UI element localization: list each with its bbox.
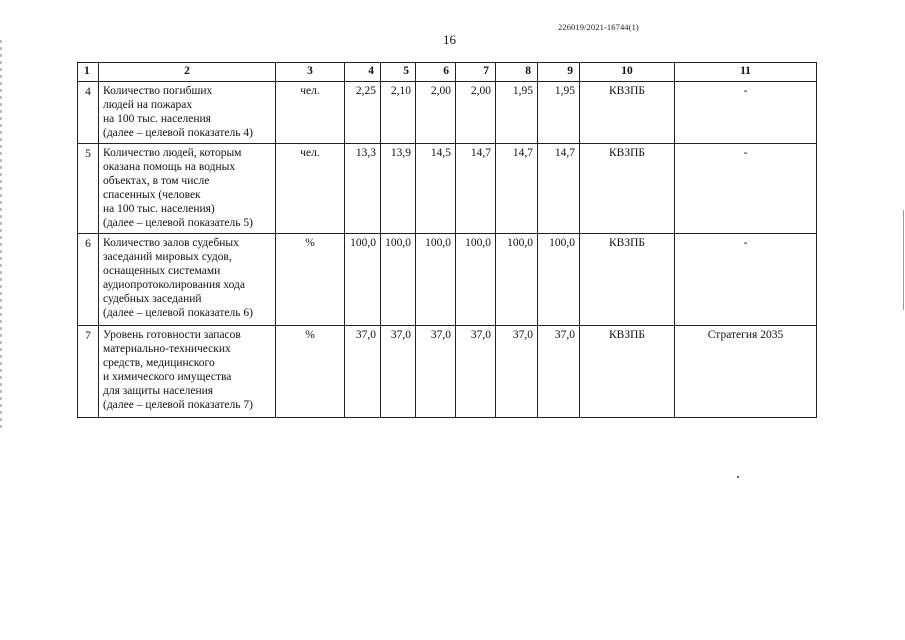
value-cell: 13,9 bbox=[381, 144, 416, 234]
row-number: 4 bbox=[78, 82, 99, 144]
document-cell: - bbox=[675, 234, 817, 326]
table-row bbox=[78, 326, 817, 418]
indicator-name-line: (далее – целевой показатель 5) bbox=[103, 217, 253, 229]
row-number: 7 bbox=[78, 326, 99, 418]
value-cell: 1,95 bbox=[496, 82, 538, 144]
value-cell: 100,0 bbox=[345, 234, 381, 326]
value-cell: 14,7 bbox=[496, 144, 538, 234]
indicator-name-line: заседаний мировых судов, bbox=[103, 251, 232, 263]
indicator-name-line: объектах, в том числе bbox=[103, 175, 210, 187]
column-header: 11 bbox=[675, 63, 817, 82]
indicator-name-line: Количество людей, которым bbox=[103, 147, 242, 159]
value-cell: 2,25 bbox=[345, 82, 381, 144]
column-header: 1 bbox=[78, 63, 99, 82]
indicator-name-line: (далее – целевой показатель 7) bbox=[103, 399, 253, 411]
table-row bbox=[78, 234, 817, 326]
value-cell: 2,00 bbox=[456, 82, 496, 144]
table-row bbox=[78, 144, 817, 234]
unit-cell: % bbox=[276, 326, 345, 418]
column-header: 8 bbox=[496, 63, 538, 82]
column-header: 10 bbox=[580, 63, 675, 82]
indicator-name-line: Уровень готовности запасов bbox=[103, 329, 241, 341]
indicator-name-line: средств, медицинского bbox=[103, 357, 215, 369]
executor-cell: КВЗПБ bbox=[580, 82, 675, 144]
document-cell: - bbox=[675, 144, 817, 234]
unit-cell: чел. bbox=[276, 82, 345, 144]
column-header: 9 bbox=[538, 63, 580, 82]
scan-left-edge bbox=[0, 40, 2, 430]
indicator-name-line: Количество погибших bbox=[103, 85, 213, 97]
unit-cell: чел. bbox=[276, 144, 345, 234]
executor-cell: КВЗПБ bbox=[580, 326, 675, 418]
value-cell: 14,7 bbox=[538, 144, 580, 234]
document-cell: Стратегия 2035 bbox=[675, 326, 817, 418]
value-cell: 13,3 bbox=[345, 144, 381, 234]
indicator-name bbox=[99, 234, 276, 326]
value-cell: 100,0 bbox=[538, 234, 580, 326]
value-cell: 1,95 bbox=[538, 82, 580, 144]
value-cell: 37,0 bbox=[456, 326, 496, 418]
indicator-name-line: на 100 тыс. населения) bbox=[103, 203, 215, 215]
column-header: 5 bbox=[381, 63, 416, 82]
indicators-table bbox=[77, 62, 817, 418]
indicator-name bbox=[99, 326, 276, 418]
row-number: 6 bbox=[78, 234, 99, 326]
indicator-name-line: людей на пожарах bbox=[103, 99, 193, 111]
value-cell: 100,0 bbox=[496, 234, 538, 326]
executor-cell: КВЗПБ bbox=[580, 144, 675, 234]
indicator-name-line: аудиопротоколирования хода bbox=[103, 279, 245, 291]
indicator-name bbox=[99, 144, 276, 234]
table-header-row bbox=[78, 63, 817, 82]
indicator-name-line: Количество залов судебных bbox=[103, 237, 239, 249]
value-cell: 100,0 bbox=[416, 234, 456, 326]
table-row bbox=[78, 82, 817, 144]
value-cell: 14,5 bbox=[416, 144, 456, 234]
indicator-name bbox=[99, 82, 276, 144]
indicator-name-line: спасенных (человек bbox=[103, 189, 201, 201]
value-cell: 37,0 bbox=[381, 326, 416, 418]
column-header: 4 bbox=[345, 63, 381, 82]
value-cell: 2,10 bbox=[381, 82, 416, 144]
value-cell: 100,0 bbox=[381, 234, 416, 326]
value-cell: 14,7 bbox=[456, 144, 496, 234]
column-header: 7 bbox=[456, 63, 496, 82]
value-cell: 2,00 bbox=[416, 82, 456, 144]
value-cell: 37,0 bbox=[345, 326, 381, 418]
row-number: 5 bbox=[78, 144, 99, 234]
indicator-name-line: и химического имущества bbox=[103, 371, 232, 383]
value-cell: 37,0 bbox=[538, 326, 580, 418]
value-cell: 37,0 bbox=[416, 326, 456, 418]
indicator-name-line: для защиты населения bbox=[103, 385, 214, 397]
indicator-name-line: материально-технических bbox=[103, 343, 231, 355]
unit-cell: % bbox=[276, 234, 345, 326]
scan-speck bbox=[737, 476, 739, 478]
page-number: 16 bbox=[443, 32, 456, 47]
column-header: 2 bbox=[99, 63, 276, 82]
document-id: 226019/2021-16744(1) bbox=[558, 22, 639, 32]
value-cell: 100,0 bbox=[456, 234, 496, 326]
indicator-name-line: оказана помощь на водных bbox=[103, 161, 236, 173]
value-cell: 37,0 bbox=[496, 326, 538, 418]
executor-cell: КВЗПБ bbox=[580, 234, 675, 326]
indicator-name-line: оснащенных системами bbox=[103, 265, 221, 277]
document-cell: - bbox=[675, 82, 817, 144]
column-header: 6 bbox=[416, 63, 456, 82]
scan-right-edge bbox=[903, 210, 904, 310]
indicator-name-line: (далее – целевой показатель 6) bbox=[103, 307, 253, 319]
column-header: 3 bbox=[276, 63, 345, 82]
indicator-name-line: судебных заседаний bbox=[103, 293, 202, 305]
indicator-name-line: (далее – целевой показатель 4) bbox=[103, 127, 253, 139]
indicator-name-line: на 100 тыс. населения bbox=[103, 113, 211, 125]
